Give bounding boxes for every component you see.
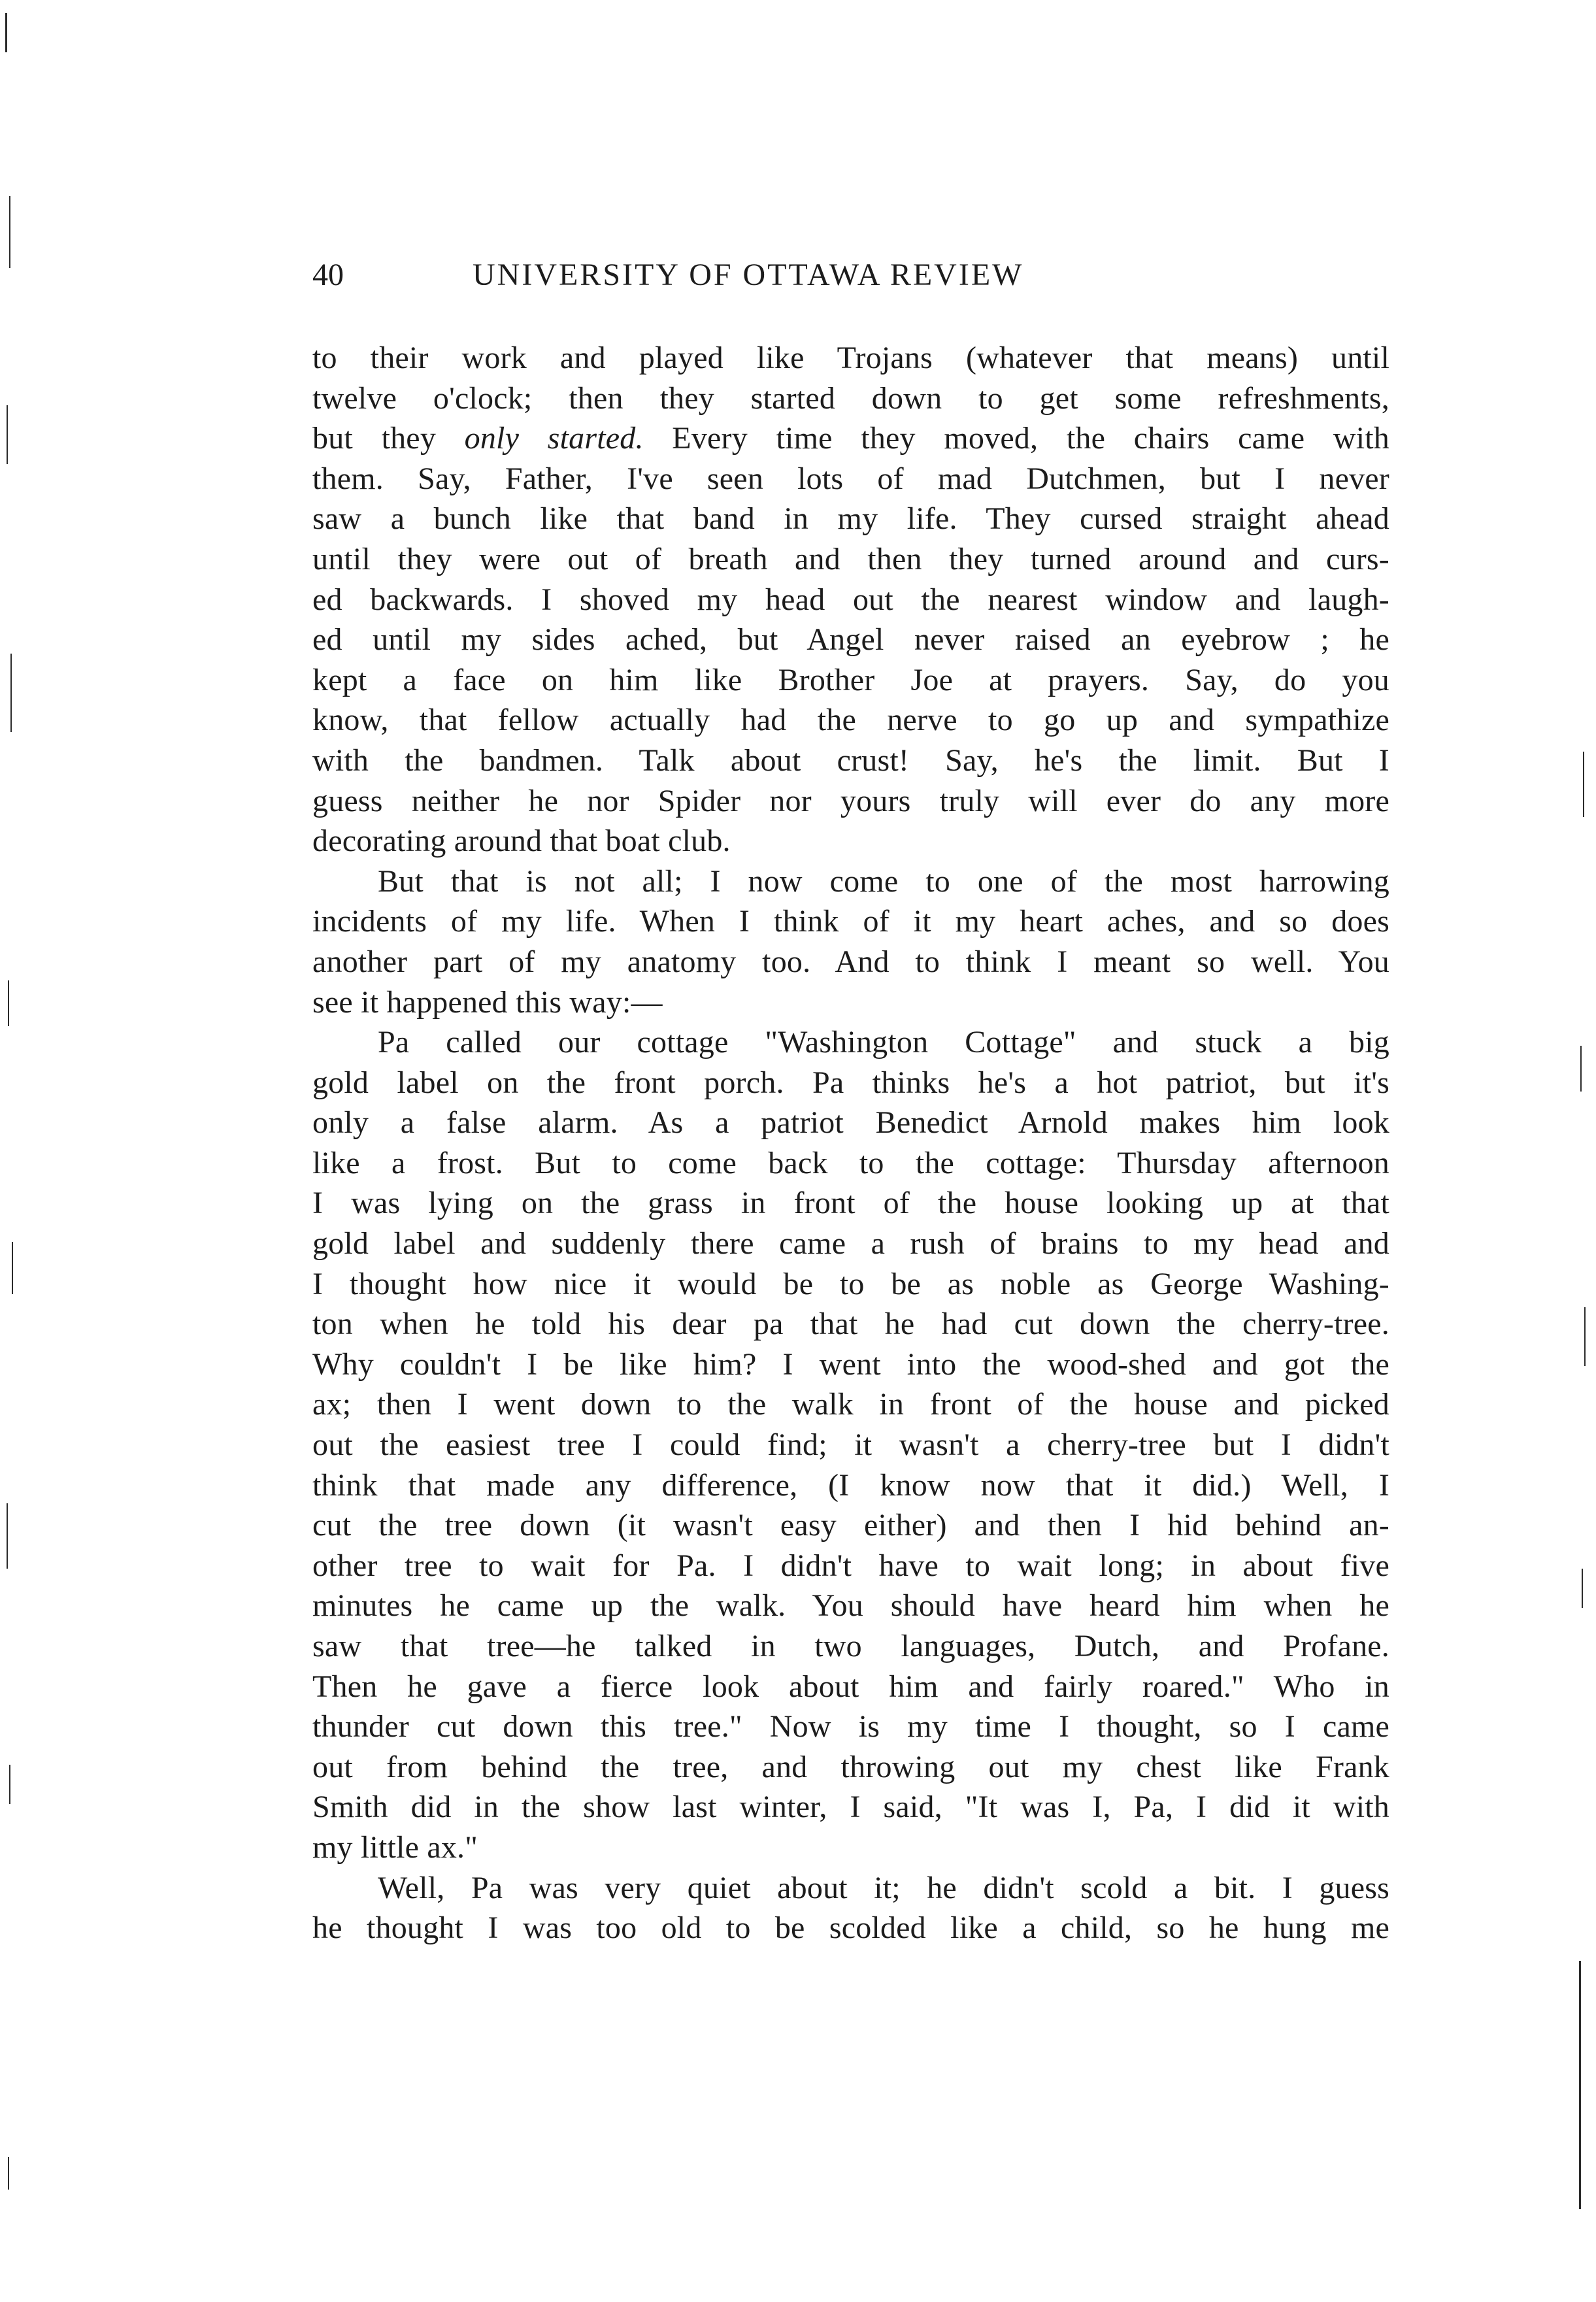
text-line: ed backwards. I shoved my head out the nearest window and laugh- <box>312 582 1389 617</box>
text-line: Smith did in the show last winter, I said, "It was I, Pa, I did it with <box>312 1790 1389 1825</box>
paragraph <box>312 1022 1389 1867</box>
text-line: I was lying on the grass in front of the house looking up at that <box>312 1186 1389 1221</box>
text-line: I thought how nice it would be to be as noble as George Washing- <box>312 1266 1389 1301</box>
text-line: guess neither he nor Spider nor yours truly will ever do any more <box>312 783 1389 818</box>
italic-text: only started. <box>464 421 644 456</box>
text-line: out the easiest tree I could find; it wasn't a cherry-tree but I didn't <box>312 1427 1389 1463</box>
text-line: know, that fellow actually had the nerve to go up and sympathize <box>312 703 1389 738</box>
page-number: 40 <box>312 258 344 292</box>
text-line: with the bandmen. Talk about crust! Say, he's the limit. But I <box>312 742 1389 778</box>
left-margin-scan-specks <box>0 0 26 2302</box>
text-line: see it happened this way:— <box>312 984 663 1020</box>
right-margin-scan-specks <box>1570 0 1596 2302</box>
text-line: incidents of my life. When I think of it my heart aches, and so does <box>312 904 1389 939</box>
running-head: UNIVERSITY OF OTTAWA REVIEW <box>473 258 1024 292</box>
body-text <box>312 338 1389 1948</box>
text-line: ax; then I went down to the walk in front of the house and picked <box>312 1387 1389 1422</box>
text-line: like a frost. But to come back to the cottage: Thursday afternoon <box>312 1145 1389 1180</box>
paragraph <box>312 861 1389 1022</box>
text-line: thunder cut down this tree." Now is my time I thought, so I came <box>312 1709 1389 1744</box>
text-line: ed until my sides ached, but Angel never raised an eyebrow ; he <box>312 622 1389 658</box>
text-line: But that is not all; I now come to one of the most harrowing <box>378 863 1389 899</box>
text-line: Well, Pa was very quiet about it; he didn't scold a bit. I guess <box>378 1870 1389 1905</box>
text-line: saw that tree—he talked in two languages, Dutch, and Profane. <box>312 1629 1389 1663</box>
text-line <box>312 418 1389 459</box>
text-line: other tree to wait for Pa. I didn't have to wait long; in about five <box>312 1548 1389 1583</box>
text-line: Pa called our cottage "Washington Cottage" and stuck a big <box>378 1025 1389 1060</box>
text-line: cut the tree down (it wasn't easy either) and then I hid behind an- <box>312 1508 1389 1543</box>
text-line: gold label and suddenly there came a rush of brains to my head and <box>312 1226 1389 1261</box>
text-line: kept a face on him like Brother Joe at prayers. Say, do you <box>312 662 1389 697</box>
text-line: saw a bunch like that band in my life. They cursed straight ahead <box>312 501 1389 537</box>
text-line: my little ax." <box>312 1829 478 1865</box>
text-line: think that made any difference, (I know now that it did.) Well, I <box>312 1467 1389 1503</box>
text-line: decorating around that boat club. <box>312 824 731 859</box>
text-line: out from behind the tree, and throwing out my chest like Frank <box>312 1749 1389 1784</box>
paragraph <box>312 1868 1389 1948</box>
text-line: Why couldn't I be like him? I went into the wood-shed and got the <box>312 1346 1389 1382</box>
text-line: Then he gave a fierce look about him and fairly roared." Who in <box>312 1669 1389 1704</box>
text-line: to their work and played like Trojans (whatever that means) until <box>312 341 1389 375</box>
text-line: ton when he told his dear pa that he had cut down the cherry-tree. <box>312 1307 1389 1342</box>
paragraph <box>312 338 1389 861</box>
text-line: them. Say, Father, I've seen lots of mad Dutchmen, but I never <box>312 461 1389 496</box>
text-line: he thought I was too old to be scolded like a child, so he hung me <box>312 1910 1389 1946</box>
text-line: minutes he came up the walk. You should have heard him when he <box>312 1588 1389 1624</box>
text-line: only a false alarm. As a patriot Benedict Arnold makes him look <box>312 1105 1389 1141</box>
text-line: gold label on the front porch. Pa thinks he's a hot patriot, but it's <box>312 1065 1389 1100</box>
text-line: until they were out of breath and then they turned around and curs- <box>312 541 1389 576</box>
text-run: but they <box>312 421 465 456</box>
text-line: twelve o'clock; then they started down to get some refreshments, <box>312 380 1389 416</box>
text-run: Every time they moved, the chairs came with <box>643 421 1389 456</box>
text-line: another part of my anatomy too. And to think I meant so well. You <box>312 944 1389 979</box>
page-header <box>312 252 1273 298</box>
